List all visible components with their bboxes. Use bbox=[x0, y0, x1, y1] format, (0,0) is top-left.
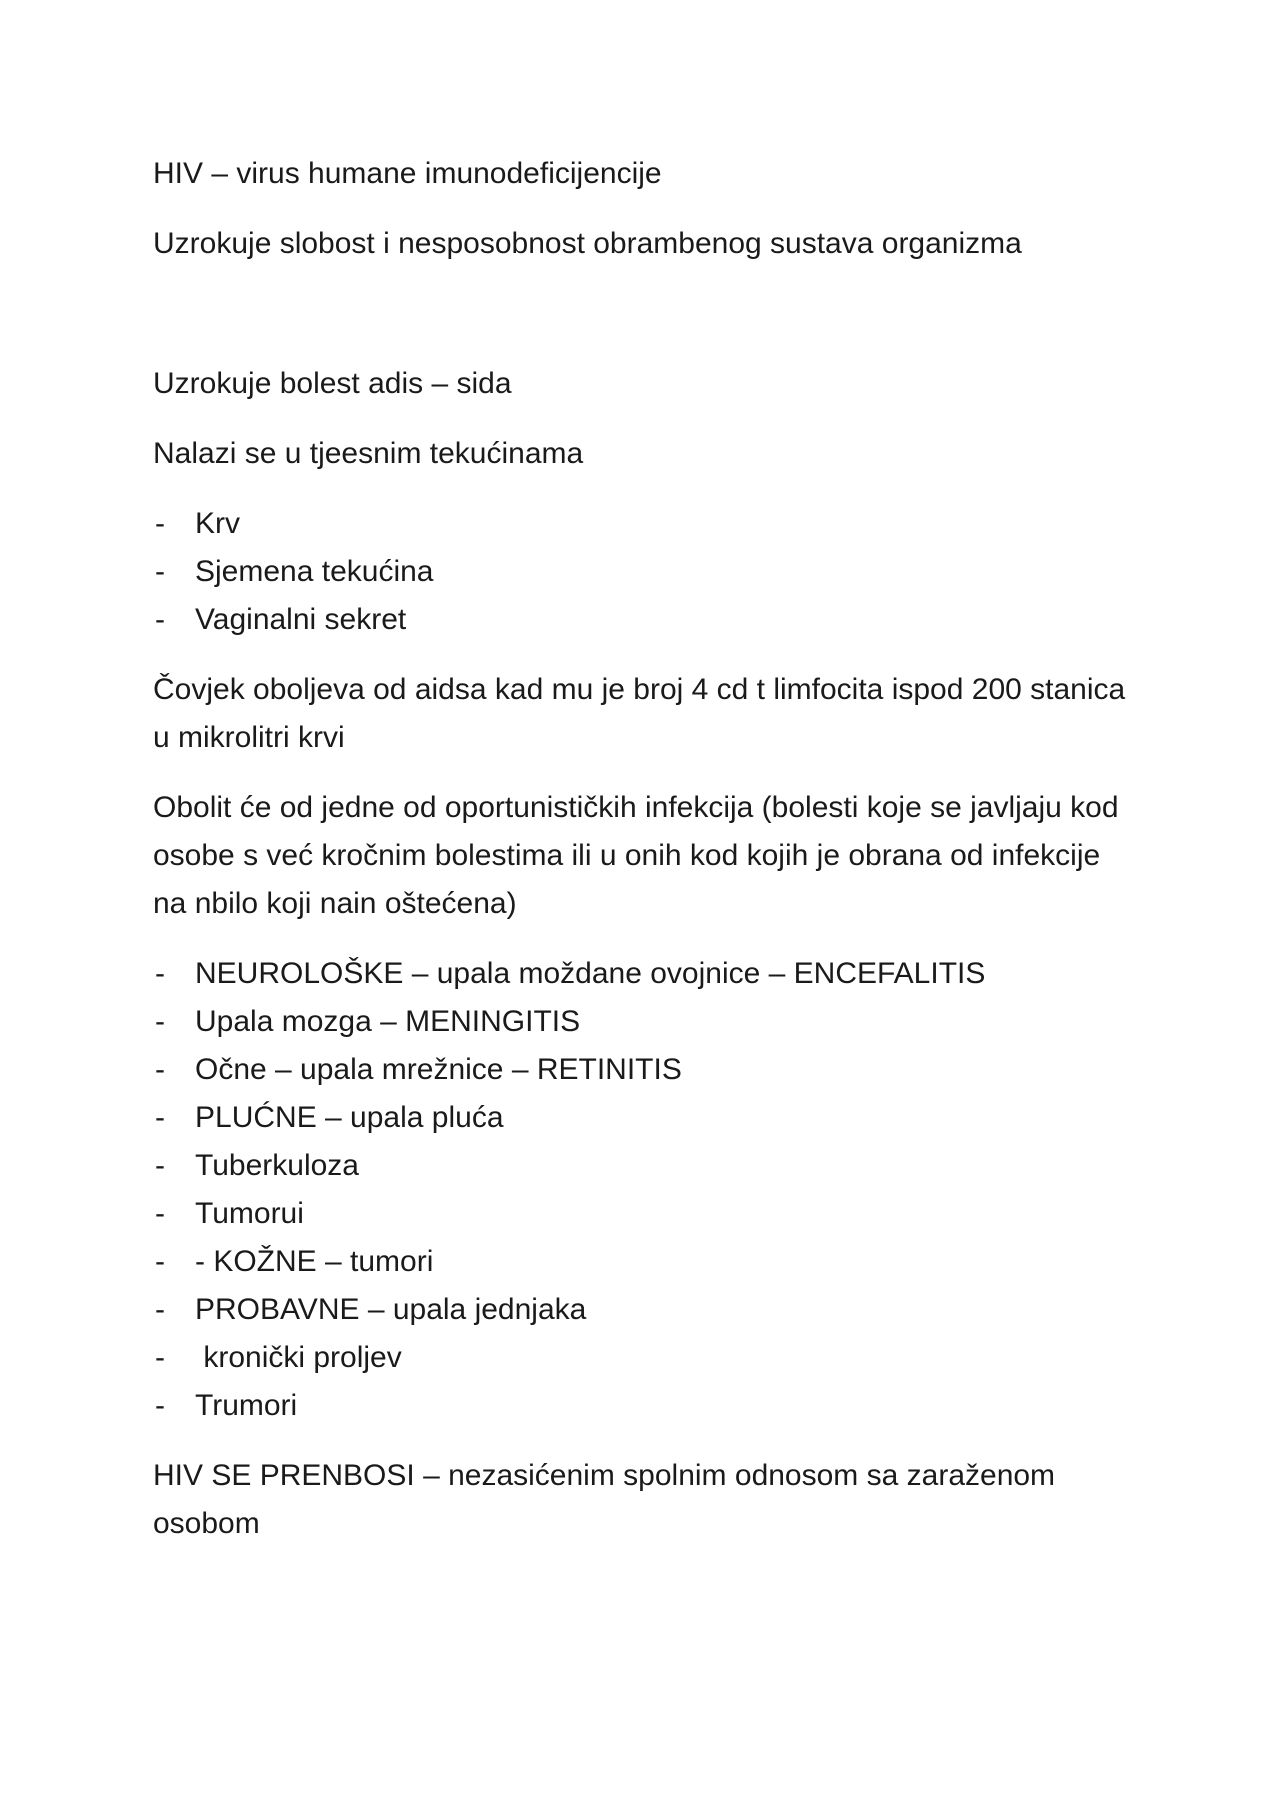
paragraph-aids-threshold: Čovjek oboljeva od aidsa kad mu je broj 4 cd t limfocita ispod 200 stanica u mikrolitri krvi bbox=[153, 673, 1126, 754]
list-item bbox=[153, 596, 1133, 644]
paragraph-hiv-definition: HIV – virus humane imunodeficijencije bbox=[153, 157, 662, 190]
paragraph-hiv-effect: Uzrokuje slobost i nesposobnost obrambenog sustava organizma bbox=[153, 227, 1022, 260]
list-item-text: kronički proljev bbox=[195, 1341, 402, 1374]
list-item-text: Krv bbox=[195, 507, 240, 540]
list-item bbox=[153, 1094, 1133, 1142]
paragraph-body-fluids: Nalazi se u tjeesnim tekućinama bbox=[153, 437, 584, 470]
list-item bbox=[153, 500, 1133, 548]
list-item-text: Vaginalni sekret bbox=[195, 603, 407, 636]
list-item-text: Očne – upala mrežnice – RETINITIS bbox=[195, 1053, 682, 1086]
list-item bbox=[153, 1286, 1133, 1334]
list-item-text: PROBAVNE – upala jednjaka bbox=[195, 1293, 587, 1326]
list-item bbox=[153, 548, 1133, 596]
empty-paragraph bbox=[153, 290, 1133, 360]
list-item bbox=[153, 1238, 1133, 1286]
list-item-text: Trumori bbox=[195, 1389, 298, 1422]
dash-bullet: - bbox=[155, 1149, 165, 1182]
list-item bbox=[153, 1334, 1133, 1382]
list-item-text: Tumorui bbox=[195, 1197, 304, 1230]
dash-bullet: - bbox=[155, 1005, 165, 1038]
dash-bullet: - bbox=[155, 603, 165, 636]
list-item bbox=[153, 998, 1133, 1046]
document-body bbox=[153, 150, 1133, 1570]
dash-bullet: - bbox=[155, 957, 165, 990]
list-infections bbox=[153, 950, 1133, 1430]
dash-bullet: - bbox=[155, 1293, 165, 1326]
list-body-fluids bbox=[153, 500, 1133, 644]
paragraph-transmission: HIV SE PRENBOSI – nezasićenim spolnim odnosom sa zaraženom osobom bbox=[153, 1459, 1056, 1540]
paragraph-disease: Uzrokuje bolest adis – sida bbox=[153, 367, 512, 400]
list-item-text: - KOŽNE – tumori bbox=[195, 1245, 434, 1278]
dash-bullet: - bbox=[155, 1101, 165, 1134]
list-item-text: Sjemena tekućina bbox=[195, 555, 434, 588]
list-item bbox=[153, 1142, 1133, 1190]
list-item bbox=[153, 1046, 1133, 1094]
dash-bullet: - bbox=[155, 1197, 165, 1230]
list-item-text: Upala mozga – MENINGITIS bbox=[195, 1005, 581, 1038]
dash-bullet: - bbox=[155, 1245, 165, 1278]
list-item-text: NEUROLOŠKE – upala moždane ovojnice – ENCEFALITIS bbox=[195, 957, 986, 990]
list-item bbox=[153, 1190, 1133, 1238]
list-item-text: Tuberkuloza bbox=[195, 1149, 359, 1182]
dash-bullet: - bbox=[155, 1053, 165, 1086]
list-item-text: PLUĆNE – upala pluća bbox=[195, 1101, 504, 1134]
list-item bbox=[153, 950, 1133, 998]
dash-bullet: - bbox=[155, 555, 165, 588]
dash-bullet: - bbox=[155, 507, 165, 540]
dash-bullet: - bbox=[155, 1389, 165, 1422]
paragraph-opportunistic-infections: Obolit će od jedne od oportunističkih infekcija (bolesti koje se javljaju kod osobe s već kročnim bolestima ili u onih kod kojih je obrana od infekcije na nbilo koji nain oštećena) bbox=[153, 791, 1119, 920]
list-item bbox=[153, 1382, 1133, 1430]
dash-bullet: - bbox=[155, 1341, 165, 1374]
